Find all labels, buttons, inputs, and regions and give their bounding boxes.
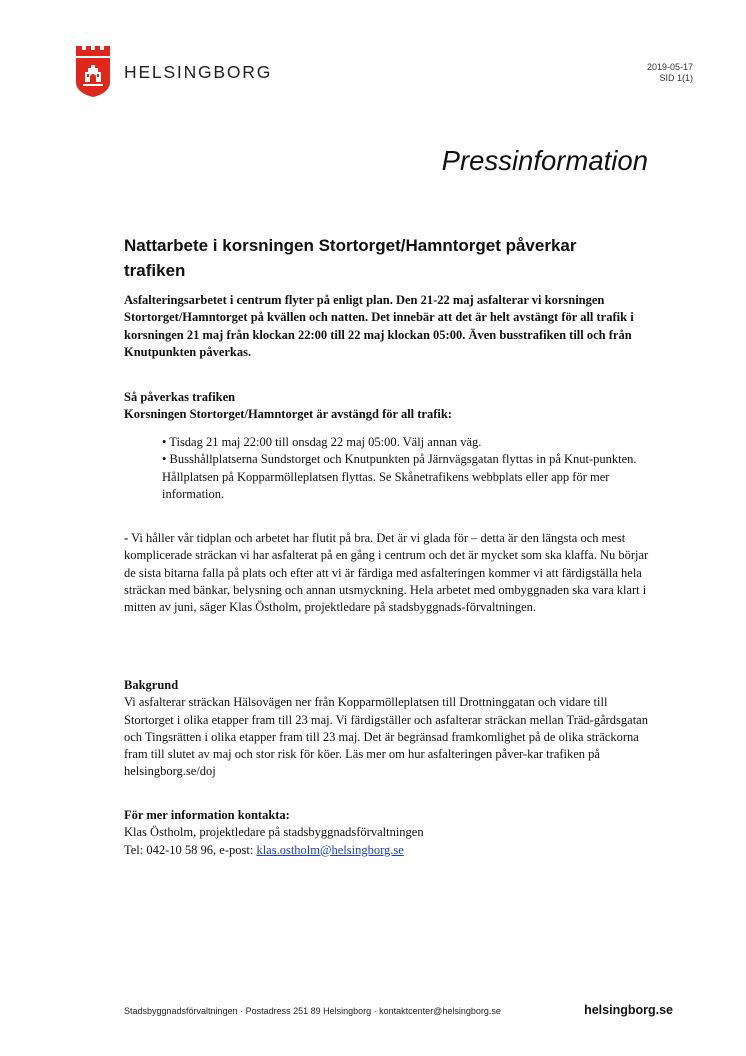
quote-paragraph [124,530,654,616]
contact-line [124,842,654,859]
contact-email-link[interactable]: klas.ostholm@helsingborg.se [256,842,404,857]
footer-address: Stadsbyggnadsförvaltningen · Postadress 251 89 Helsingborg · kontaktcenter@helsingborg.se [124,1006,501,1016]
footer-website[interactable]: helsingborg.se [584,1003,673,1017]
contact-section [124,807,654,859]
document-date: 2019-05-17 [646,62,693,72]
traffic-section-heading [124,389,654,424]
background-section [124,677,654,781]
document-meta [647,62,693,84]
helsingborg-crest-icon [75,44,111,98]
quote-dash: - [124,531,129,545]
brand-name: HELSINGBORG [124,62,273,82]
contact-heading: För mer information kontakta: [124,808,290,822]
press-headline: Nattarbete i korsningen Stortorget/Hamntorget påverkar trafiken [124,236,577,280]
contact-tel: Tel: 042-10 58 96, e-post: [124,842,257,857]
page-label: SID 1(1) [659,73,693,83]
document-type-title: Pressinformation [441,145,648,176]
contact-name: Klas Östholm, projektledare på stadsbyggnadsförvaltningen [124,825,424,840]
lead-paragraph: Asfalteringsarbetet i centrum flyter på enligt plan. Den 21-22 maj asfalterar vi korsningen Stortorget/Hamntorget på kvällen och natten. Det innebär att det är helt avstängt för all trafik i korsningen 21 maj från klockan 22:00 till 22 maj klockan 05:00. Även busstrafiken till och från Knutpunkten påverkas. [124,293,634,359]
traffic-bullet-list [162,434,654,503]
background-heading: Bakgrund [124,678,179,692]
background-text: Vi asfalterar sträckan Hälsovägen ner från Kopparmölleplatsen till Drottninggatan och vidare till Stortorget i olika etapper fram till 23 maj. Vi färdigställer och asfalterar sträckan mellan Träd-gårdsgatan och Tingsrätten i olika etapper fram till 23 maj. Det är begränsad framkomlighet på de olika sträckorna fram till slutet av maj och stor risk för köer. Läs mer om hur asfalteringen påver-kar trafiken på helsingborg.se/doj [124,695,648,779]
quote-text: Vi håller vår tidplan och arbetet har flutit på bra. Det är vi glada för – detta är den längsta och mest komplicerade sträckan vi har asfalterat på en gång i centrum och det är mycket som ska klaffa. Nu börjar de sista bitarna falla på plats och efter att vi är färdiga med asfalteringen kommer vi att färdigställa hela sträckan med bänkar, belysning och annan utsmyckning. Hela arbetet med ombyggnaden ska vara klart i mitten av juni, säger Klas Östholm, projektledare på stadsbyggnads-förvaltningen. [124,531,649,615]
traffic-subheading: Korsningen Stortorget/Hamntorget är avstängd för all trafik: [124,407,452,422]
list-item: • Busshållplatserna Sundstorget och Knutpunkten på Järnvägsgatan flyttas in på Knut-punkten. Hållplatsen på Kopparmölleplatsen flyttas. Se Skånetrafikens webbplats eller app för mer information. [162,452,637,501]
traffic-heading: Så påverkas trafiken [124,390,236,404]
list-item: • Tisdag 21 maj 22:00 till onsdag 22 maj 05:00. Välj annan väg. [162,435,482,449]
